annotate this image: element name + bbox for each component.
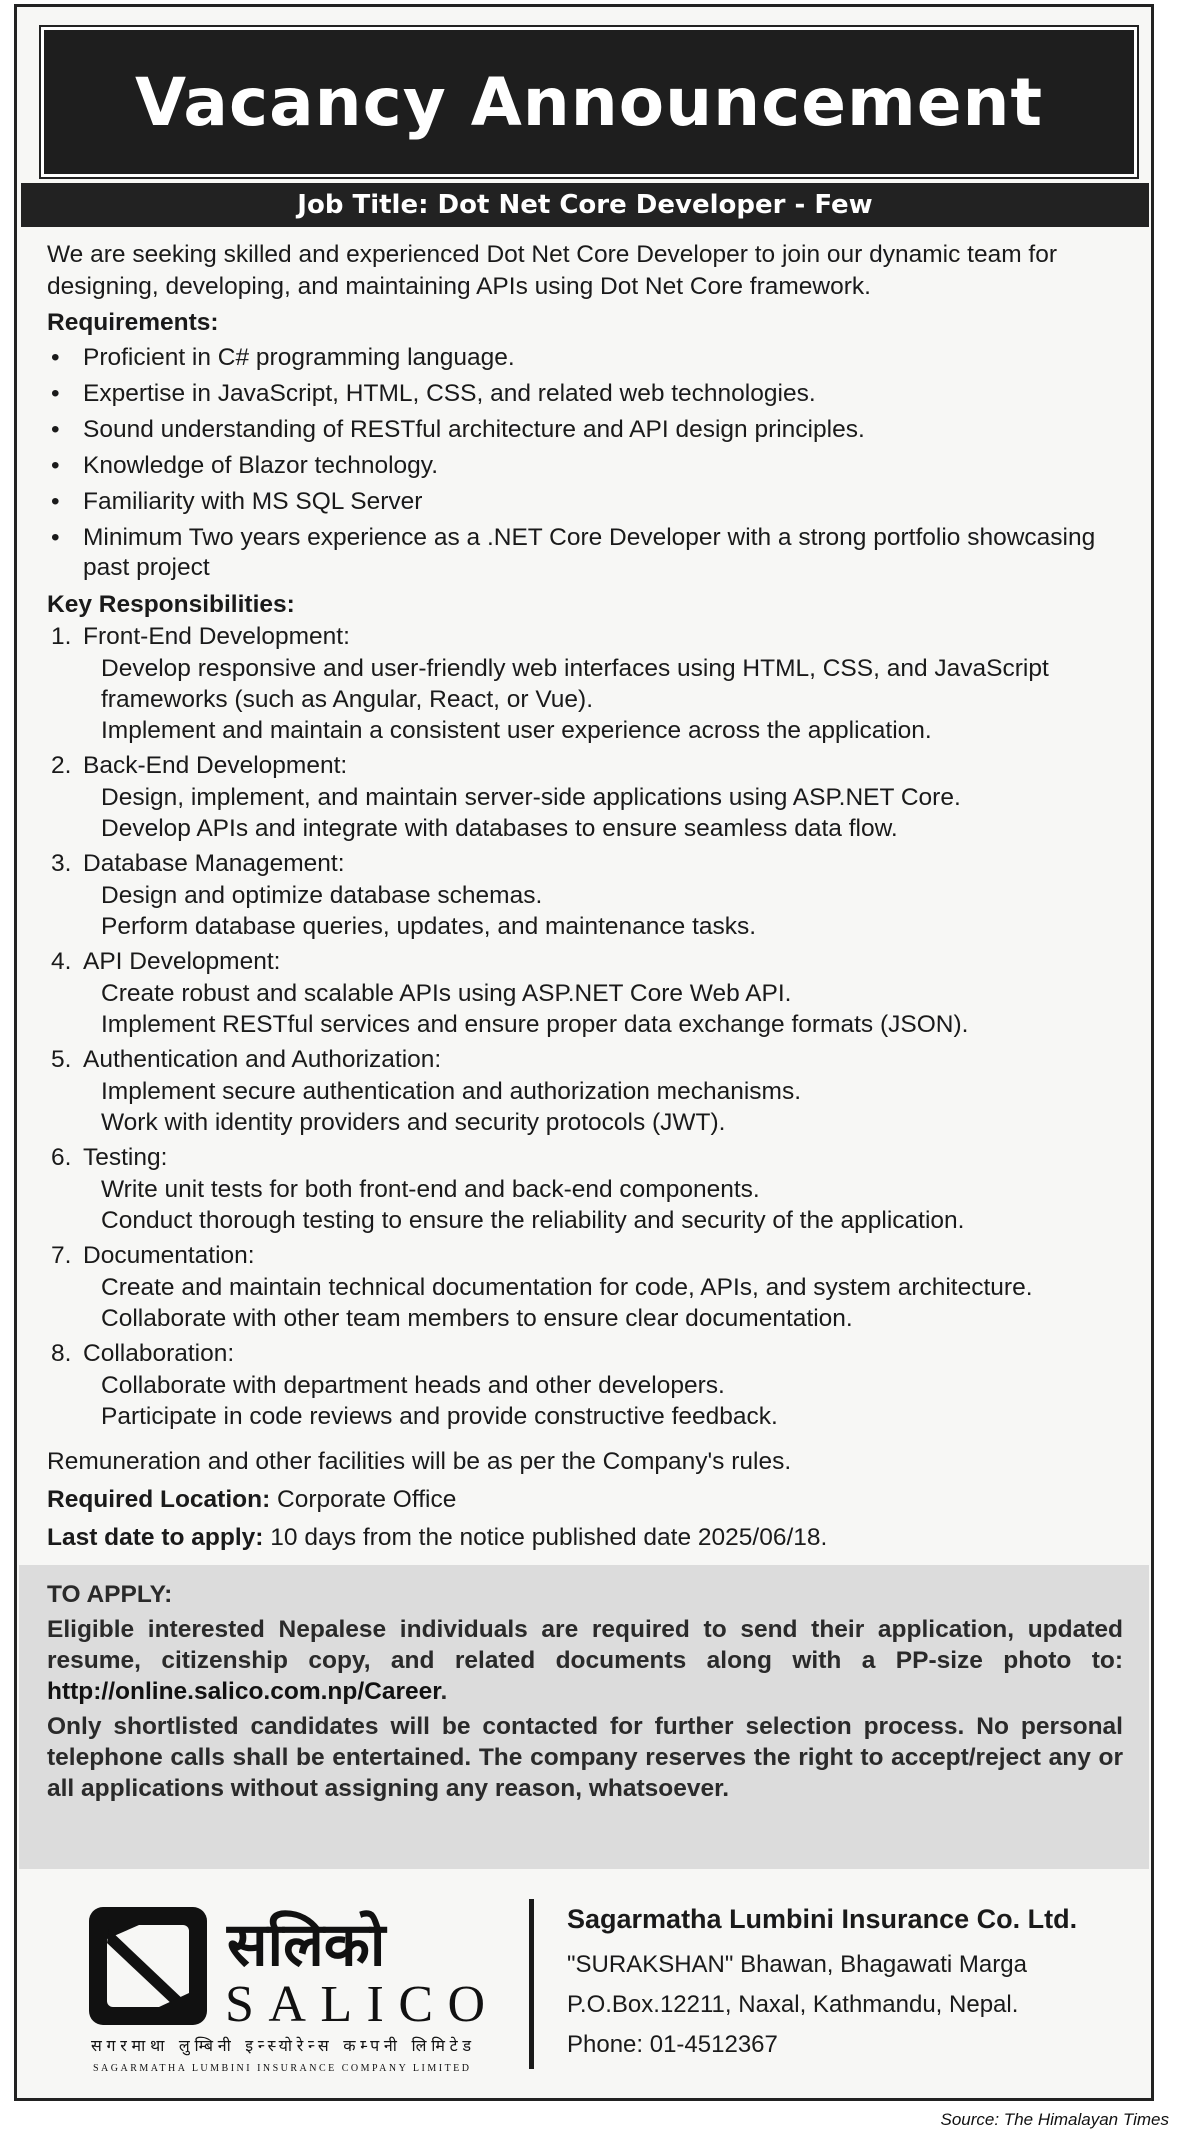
responsibility-number: 4. <box>51 948 72 975</box>
logo-brand: SALICO <box>225 1976 485 2033</box>
requirement-item: • Proficient in C# programming language. <box>47 343 1127 373</box>
page-title: Vacancy Announcement <box>134 63 1044 141</box>
company-phone: Phone: 01-4512367 <box>567 2031 778 2058</box>
responsibility-number: 6. <box>51 1144 72 1171</box>
responsibility-line: Write unit tests for both front-end and back-end components. <box>101 1176 760 1203</box>
intro-text: We are seeking skilled and experienced Dot Net Core Developer to join our dynamic team for designing, developing, and maintaining APIs using Dot Net Core framework. <box>47 241 1058 300</box>
responsibility-title: Front-End Development: <box>83 623 350 650</box>
responsibility-title: Back-End Development: <box>83 752 348 779</box>
responsibility-line: Develop APIs and integrate with databases to ensure seamless data flow. <box>101 815 898 842</box>
responsibility-line: Create robust and scalable APIs using ASP.NET Core Web API. <box>101 980 792 1007</box>
responsibility-heading <box>47 848 1127 880</box>
responsibility-item <box>47 946 1127 1040</box>
responsibility-title: Documentation: <box>83 1242 255 1269</box>
deadline-line <box>47 1522 1127 1554</box>
source-credit: Source: The Himalayan Times <box>940 2110 1169 2129</box>
responsibility-heading <box>47 1240 1127 1272</box>
requirement-item: • Sound understanding of RESTful architecture and API design principles. <box>47 415 1127 445</box>
apply-url-link[interactable]: http://online.salico.com.np/Career <box>47 1678 441 1705</box>
responsibility-item <box>47 621 1127 746</box>
responsibility-line: Implement and maintain a consistent user experience across the application. <box>101 717 932 744</box>
responsibility-item <box>47 848 1127 942</box>
announcement-frame <box>14 4 1154 2101</box>
responsibilities-list <box>47 621 1127 1432</box>
responsibility-line: Design and optimize database schemas. <box>101 882 543 909</box>
requirement-item: • Minimum Two years experience as a .NET Core Developer with a strong portfolio showcasing past project <box>47 523 1127 583</box>
logo-nepali-name: सलिको <box>227 1910 386 1980</box>
logo-nepali-full: सगरमाथा लुम्बिनी इन्स्योरेन्स कम्पनी लिमिटेड <box>91 2036 472 2055</box>
apply-heading: TO APPLY: <box>47 1581 173 1608</box>
location-label: Required Location: <box>47 1486 271 1513</box>
apply-url-end: . <box>440 1678 448 1705</box>
apply-text: Eligible interested Nepalese individuals are required to send their application, updated resume, citizenship copy, and related documents along with a PP-size photo to: <box>47 1616 1123 1674</box>
job-title-bar: Job Title: Dot Net Core Developer - Few <box>21 183 1149 227</box>
responsibility-item <box>47 1142 1127 1236</box>
company-name: Sagarmatha Lumbini Insurance Co. Ltd. <box>567 1904 1078 1934</box>
responsibility-line: Implement RESTful services and ensure proper data exchange formats (JSON). <box>101 1011 969 1038</box>
responsibilities-heading: Key Responsibilities: <box>47 591 295 618</box>
apply-note: Only shortlisted candidates will be contacted for further selection process. No personal telephone calls shall be entertained. The company reserves the right to accept/reject any or all applications without assigning any reason, whatsoever. <box>47 1713 1123 1802</box>
remuneration-text: Remuneration and other facilities will be as per the Company's rules. <box>47 1448 792 1475</box>
responsibility-number: 7. <box>51 1242 72 1269</box>
responsibility-title: Authentication and Authorization: <box>83 1046 442 1073</box>
responsibility-title: Testing: <box>83 1144 168 1171</box>
responsibility-heading <box>47 621 1127 653</box>
responsibility-heading <box>47 1338 1127 1370</box>
responsibility-heading <box>47 1142 1127 1174</box>
main-content <box>47 239 1127 1554</box>
requirement-item: • Knowledge of Blazor technology. <box>47 451 1127 481</box>
responsibility-line: Collaborate with department heads and other developers. <box>101 1372 725 1399</box>
salico-logo-graphic <box>79 1899 489 2079</box>
responsibility-item <box>47 1044 1127 1138</box>
responsibility-heading <box>47 1044 1127 1076</box>
responsibility-number: 8. <box>51 1340 72 1367</box>
responsibility-number: 3. <box>51 850 72 877</box>
footer-divider <box>529 1899 534 2069</box>
location-value: Corporate Office <box>270 1486 457 1513</box>
requirements-list <box>47 343 1127 583</box>
responsibility-title: API Development: <box>83 948 281 975</box>
company-address-2: P.O.Box.12211, Naxal, Kathmandu, Nepal. <box>567 1991 1019 2018</box>
responsibility-heading <box>47 750 1127 782</box>
responsibility-line: Implement secure authentication and authorization mechanisms. <box>101 1078 801 1105</box>
responsibility-number: 5. <box>51 1046 72 1073</box>
responsibility-number: 1. <box>51 623 72 650</box>
apply-instructions <box>47 1614 1123 1707</box>
title-banner <box>41 27 1137 177</box>
responsibility-item <box>47 1240 1127 1334</box>
responsibility-item <box>47 1338 1127 1432</box>
responsibility-line: Design, implement, and maintain server-side applications using ASP.NET Core. <box>101 784 961 811</box>
responsibility-line: Develop responsive and user-friendly web interfaces using HTML, CSS, and JavaScript frameworks (such as Angular, React, or Vue). <box>101 655 1049 713</box>
to-apply-section <box>19 1565 1149 1869</box>
responsibility-line: Perform database queries, updates, and maintenance tasks. <box>101 913 757 940</box>
company-details <box>567 1899 1127 2065</box>
footer <box>19 1869 1149 2097</box>
responsibility-title: Database Management: <box>83 850 345 877</box>
responsibility-item <box>47 750 1127 844</box>
company-address-1: "SURAKSHAN" Bhawan, Bhagawati Marga <box>567 1951 1027 1978</box>
responsibility-line: Conduct thorough testing to ensure the reliability and security of the application. <box>101 1207 965 1234</box>
responsibility-heading <box>47 946 1127 978</box>
responsibility-line: Collaborate with other team members to ensure clear documentation. <box>101 1305 853 1332</box>
requirement-item: • Expertise in JavaScript, HTML, CSS, and related web technologies. <box>47 379 1127 409</box>
requirement-item: • Familiarity with MS SQL Server <box>47 487 1127 517</box>
deadline-label: Last date to apply: <box>47 1524 264 1551</box>
deadline-value: 10 days from the notice published date 2025/06/18. <box>263 1524 828 1551</box>
requirements-heading: Requirements: <box>47 309 219 336</box>
location-line <box>47 1484 1127 1516</box>
salico-logo <box>79 1899 489 2079</box>
logo-english-full: SAGARMATHA LUMBINI INSURANCE COMPANY LIMITED <box>93 2063 470 2074</box>
responsibility-number: 2. <box>51 752 72 779</box>
responsibility-line: Create and maintain technical documentation for code, APIs, and system architecture. <box>101 1274 1033 1301</box>
responsibility-title: Collaboration: <box>83 1340 235 1367</box>
responsibility-line: Work with identity providers and security protocols (JWT). <box>101 1109 726 1136</box>
responsibility-line: Participate in code reviews and provide constructive feedback. <box>101 1403 778 1430</box>
